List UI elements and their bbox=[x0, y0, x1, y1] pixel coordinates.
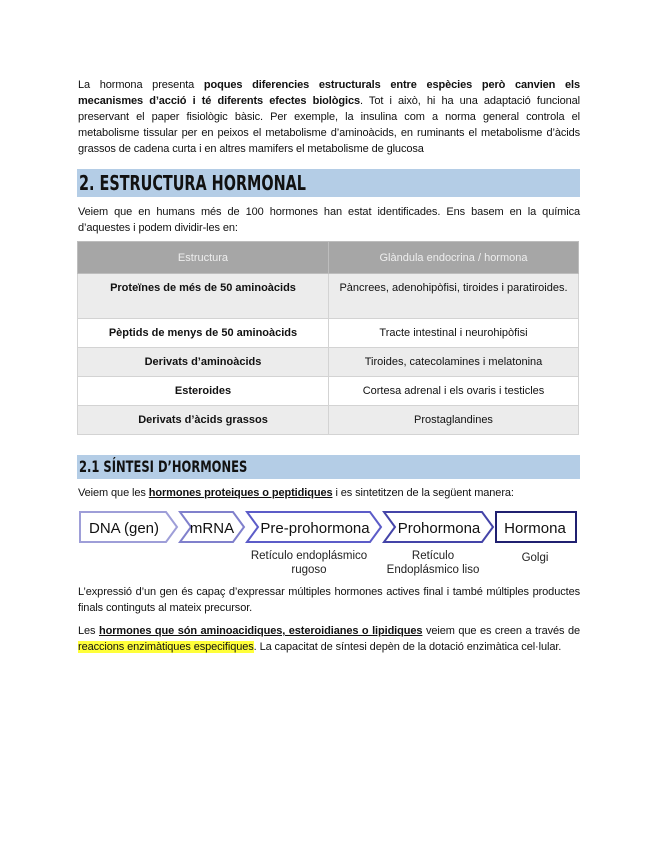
flow-label-rer-line1: Retículo endoplásmico bbox=[250, 550, 368, 562]
table-cell-gland: Prostaglandines bbox=[329, 406, 579, 435]
flow-step-prohormona-label: Prohormona bbox=[397, 520, 481, 537]
flow-label-golgi: Golgi bbox=[521, 552, 549, 564]
flow-step-dna-label: DNA (gen) bbox=[88, 520, 160, 537]
flow-label-rer-line2: rugoso bbox=[291, 564, 327, 576]
table-cell-gland: Tiroides, catecolamines i melatonina bbox=[329, 348, 579, 377]
table-row bbox=[78, 274, 579, 319]
intro-text-1: La hormona presenta bbox=[78, 79, 204, 91]
flow-step-hormona-label: Hormona bbox=[504, 520, 566, 537]
intro-bold-text: poques diferencies estructurals entre espècies però canvien els mecanismes d’acció i té diferents efectes biològics bbox=[78, 79, 580, 107]
table-row bbox=[78, 348, 579, 377]
closing-paragraph-1: L’expressió d’un gen és capaç d’expressar múltiples hormones actives final i també múltiples productes finals continguts al mateix precursor. bbox=[78, 586, 580, 614]
flow-step-preprohormona-label: Pre-prohormona bbox=[260, 520, 370, 537]
underlined-term-peptidic: hormones proteiques o peptidiques bbox=[148, 487, 333, 499]
section21-intro-text: Veiem que les hormones proteiques o peptidiques i es sintetitzen de la següent manera: bbox=[78, 487, 514, 499]
flow-label-ser-line1: Retículo bbox=[411, 550, 455, 562]
underlined-term-aminoacidic: hormones que són aminoacidiques, esteroidianes o lipidiques bbox=[98, 625, 423, 637]
flow-step-mrna-label: mRNA bbox=[189, 520, 235, 537]
intro-paragraph bbox=[78, 77, 580, 157]
table-cell-structure: Proteïnes de més de 50 aminoàcids bbox=[78, 274, 329, 319]
closing-paragraph-2: Les hormones que són aminoacidiques, esteroidianes o lipidiques veiem que es creen a través de reaccions enzimàtiques especifiques. La capacitat de síntesi depèn de la dotació enzimàtica cel·lular. bbox=[78, 625, 580, 653]
hormone-structure-table bbox=[77, 241, 579, 435]
hormone-synthesis-flow-diagram bbox=[78, 507, 578, 579]
table-cell-gland: Pàncrees, adenohipòfisi, tiroides i paratiroides. bbox=[329, 274, 579, 319]
table-row bbox=[78, 377, 579, 406]
table-row bbox=[78, 319, 579, 348]
section2-intro-text: Veiem que en humans més de 100 hormones han estat identificades. Ens basem en la química d’aquestes i podem dividir-les en: bbox=[78, 206, 580, 234]
table-cell-gland: Cortesa adrenal i els ovaris i testicles bbox=[329, 377, 579, 406]
table-header-estructura: Estructura bbox=[78, 242, 329, 274]
table-header-row bbox=[78, 242, 579, 274]
table-header-glandula: Glàndula endocrina / hormona bbox=[329, 242, 579, 274]
table-cell-structure: Pèptids de menys de 50 aminoàcids bbox=[78, 319, 329, 348]
table-cell-structure: Esteroides bbox=[78, 377, 329, 406]
table-cell-structure: Derivats d’àcids grassos bbox=[78, 406, 329, 435]
table-cell-structure: Derivats d’aminoàcids bbox=[78, 348, 329, 377]
section-heading-estructura: 2. ESTRUCTURA HORMONAL bbox=[77, 169, 580, 197]
table-cell-gland: Tracte intestinal i neurohipòfisi bbox=[329, 319, 579, 348]
table-row bbox=[78, 406, 579, 435]
section-heading-sintesi: 2.1 SÍNTESI D’HORMONES bbox=[77, 455, 580, 479]
flow-label-ser-line2: Endoplásmico liso bbox=[386, 564, 480, 576]
highlighted-term-enzymatic: reaccions enzimàtiques especifiques bbox=[78, 641, 254, 653]
intro-text-2: . Tot i això, hi ha una adaptació funcional preservant el paper fisiològic bàsic. Per exemple, la insulina com a norma general controla el metabolisme tissular per en peixos el metabolisme d’aminoàcids, en ruminants el metabolisme d’àcids grassos de cadena curta i en altres mamifers el metabolisme de glucosa bbox=[78, 95, 581, 155]
